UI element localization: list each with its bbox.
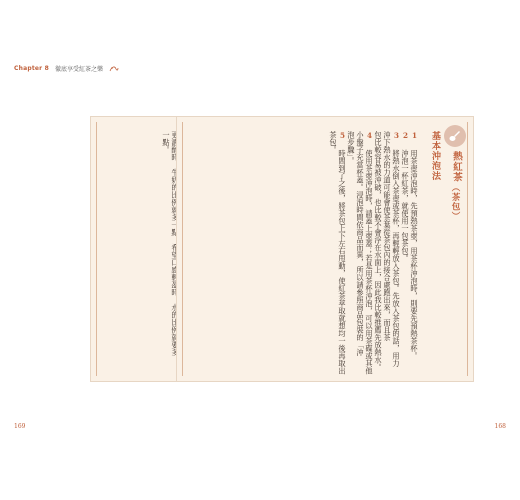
step-number: 5 xyxy=(338,131,347,141)
step-number: 4 xyxy=(365,131,374,141)
step-line: 沖下熱水的力道可能會使茶葉從茶包內的接合處跑出來，而且茶 xyxy=(383,131,392,341)
step-line: 一點。 xyxy=(162,131,171,154)
step-number: 1 xyxy=(410,131,419,141)
right-side-title: 熱紅茶 xyxy=(451,151,462,183)
step-line: 包比較容易被沖破，也比較不會浮在水面上，因此我比較推薦先放熱水。 xyxy=(374,131,383,371)
right-steps xyxy=(189,131,419,375)
step-line: 茶包。 xyxy=(329,131,338,154)
chapter-label: Chapter 8 xyxy=(14,65,49,72)
step-line: 沖泡一杯紅茶，就使用一包茶包。 xyxy=(401,149,410,263)
right-side-subtitle: （茶包） xyxy=(450,183,460,221)
step-line: 小盤子充當杯蓋。浸泡時間依商品而異，所以請參照商品包裝的「沖 xyxy=(356,131,365,356)
page-number-right: 168 xyxy=(494,423,506,430)
step-line: 將熱水倒入茶壺或茶杯，再輕輕放入茶包。先放入茶包的話，用力 xyxy=(392,149,401,368)
right-badge xyxy=(444,125,466,147)
step-number: 2 xyxy=(401,131,410,141)
swirl-ornament-icon xyxy=(109,65,119,73)
running-header xyxy=(14,64,119,73)
step-number: 3 xyxy=(392,131,401,141)
right-heading: 基本沖泡法 xyxy=(430,131,440,181)
tea-spoon-icon xyxy=(448,129,462,143)
step-line: 時間到了之後，將茶包上下左右甩動，使紅茶萃取就想均一後再取出 xyxy=(338,149,347,375)
page-number-left: 169 xyxy=(14,423,26,430)
step-line: 使用茶壺沖泡時，請蓋上壺蓋；若是用茶杯沖泡，可以用茶碟或其他 xyxy=(365,149,374,375)
chapter-title: 徹底享受紅茶之樂 xyxy=(54,66,103,73)
left-recipe-card-front xyxy=(90,116,170,380)
right-recipe-card-body xyxy=(176,116,474,382)
step-line: 用茶壺沖泡時，先預熱茶壺，用茶杯沖泡時，則要先預熱茶杯。 xyxy=(410,149,419,360)
step-line: 泡步驟」。 xyxy=(347,131,356,165)
